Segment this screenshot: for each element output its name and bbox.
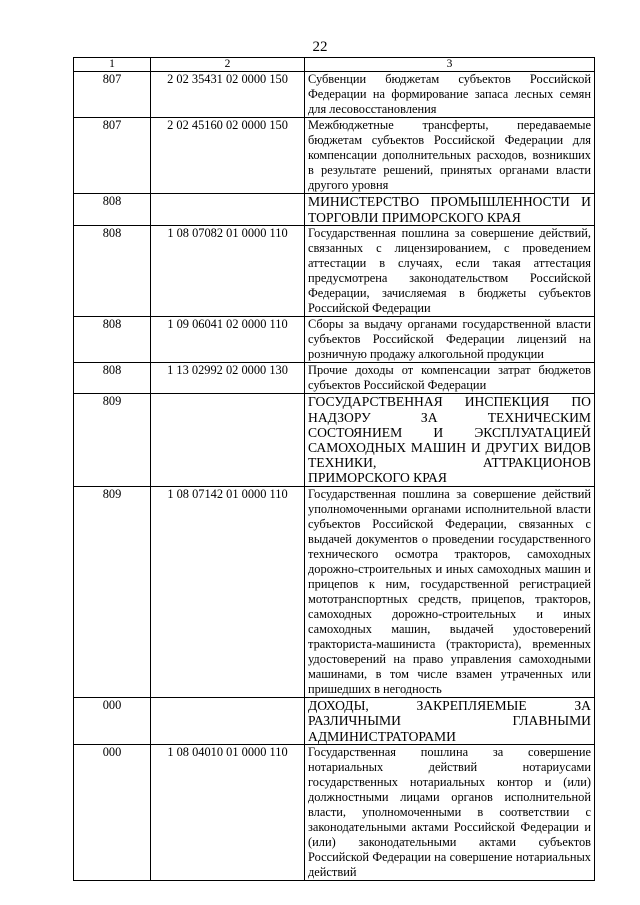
table-row <box>74 194 595 225</box>
table-row <box>74 72 595 118</box>
budget-code-cell: 1 09 06041 02 0000 110 <box>151 317 305 363</box>
admin-code-cell: 809 <box>74 394 151 486</box>
admin-code-cell: 807 <box>74 72 151 118</box>
table-row <box>74 118 595 194</box>
income-name-cell: Межбюджетные трансферты, передаваемые бюджетам субъектов Российской Федерации для компенсации дополнительных расходов, возникших в результате решений, принятых органами власти другого уровня <box>305 118 595 194</box>
budget-code-cell: 1 13 02992 02 0000 130 <box>151 363 305 394</box>
table-row <box>74 394 595 486</box>
income-name-cell: Государственная пошлина за совершение действий уполномоченными органами исполнительной власти субъектов Российской Федерации, связанных с выдачей документов о проведении государственного технического осмотра тракторов, самоходных дорожно-строительных и иных самоходных машин и прицепов к ним, государственной регистрацией мототранспортных средств, прицепов, тракторов, самоходных дорожно-строительных и иных самоходных машин, выдачей удостоверений тракториста-машиниста (тракториста), временных удостоверений на право управления самоходными машинами, в том числе взамен утраченных или пришедших в негодность <box>305 486 595 698</box>
income-name-cell: Государственная пошлина за совершение действий, связанных с лицензированием, с проведением аттестации в случаях, если такая аттестация предусмотрена законодательством Российской Федерации, зачисляемая в бюджеты субъектов Российской Федерации <box>305 225 595 316</box>
header-cell: 3 <box>305 58 595 72</box>
admin-code-cell: 808 <box>74 363 151 394</box>
admin-code-cell: 000 <box>74 698 151 745</box>
admin-code-cell: 807 <box>74 118 151 194</box>
admin-code-cell: 808 <box>74 194 151 225</box>
table-header-row <box>74 58 595 72</box>
income-codes-table <box>73 57 595 881</box>
table-row <box>74 225 595 316</box>
section-heading-cell: ДОХОДЫ, ЗАКРЕПЛЯЕМЫЕ ЗА РАЗЛИЧНЫМИ ГЛАВНЫМИ АДМИНИСТРАТОРАМИ <box>305 698 595 745</box>
admin-code-cell: 808 <box>74 225 151 316</box>
budget-code-cell: 1 08 04010 01 0000 110 <box>151 744 305 880</box>
income-name-cell: Сборы за выдачу органами государственной власти субъектов Российской Федерации лицензий на розничную продажу алкогольной продукции <box>305 317 595 363</box>
income-name-cell: Государственная пошлина за совершение нотариальных действий нотариусами государственных нотариальных контор и (или) должностными лицами органов исполнительной власти, уполномоченными в соответствии с законодательными актами Российской Федерации и (или) законодательными актами субъектов Российской Федерации на совершение нотариальных действий <box>305 744 595 880</box>
budget-code-cell: 1 08 07142 01 0000 110 <box>151 486 305 698</box>
table-row <box>74 744 595 880</box>
income-name-cell: Субвенции бюджетам субъектов Российской Федерации на формирование запаса лесных семян для лесовосстановления <box>305 72 595 118</box>
budget-code-cell <box>151 698 305 745</box>
budget-code-cell: 1 08 07082 01 0000 110 <box>151 225 305 316</box>
table-row <box>74 698 595 745</box>
budget-code-cell <box>151 194 305 225</box>
budget-code-cell: 2 02 45160 02 0000 150 <box>151 118 305 194</box>
page-number: 22 <box>312 39 328 55</box>
table-row <box>74 363 595 394</box>
header-cell: 2 <box>151 58 305 72</box>
budget-code-cell: 2 02 35431 02 0000 150 <box>151 72 305 118</box>
section-heading-cell: МИНИСТЕРСТВО ПРОМЫШЛЕННОСТИ И ТОРГОВЛИ ПРИМОРСКОГО КРАЯ <box>305 194 595 225</box>
budget-code-cell <box>151 394 305 486</box>
income-name-cell: Прочие доходы от компенсации затрат бюджетов субъектов Российской Федерации <box>305 363 595 394</box>
admin-code-cell: 000 <box>74 744 151 880</box>
admin-code-cell: 809 <box>74 486 151 698</box>
header-cell: 1 <box>74 58 151 72</box>
admin-code-cell: 808 <box>74 317 151 363</box>
table-row <box>74 486 595 698</box>
table-row <box>74 317 595 363</box>
section-heading-cell: ГОСУДАРСТВЕННАЯ ИНСПЕКЦИЯ ПО НАДЗОРУ ЗА ТЕХНИЧЕСКИМ СОСТОЯНИЕМ И ЭКСПЛУАТАЦИЕЙ САМОХОДНЫХ МАШИН И ДРУГИХ ВИДОВ ТЕХНИКИ, АТТРАКЦИОНОВ ПРИМОРСКОГО КРАЯ <box>305 394 595 486</box>
